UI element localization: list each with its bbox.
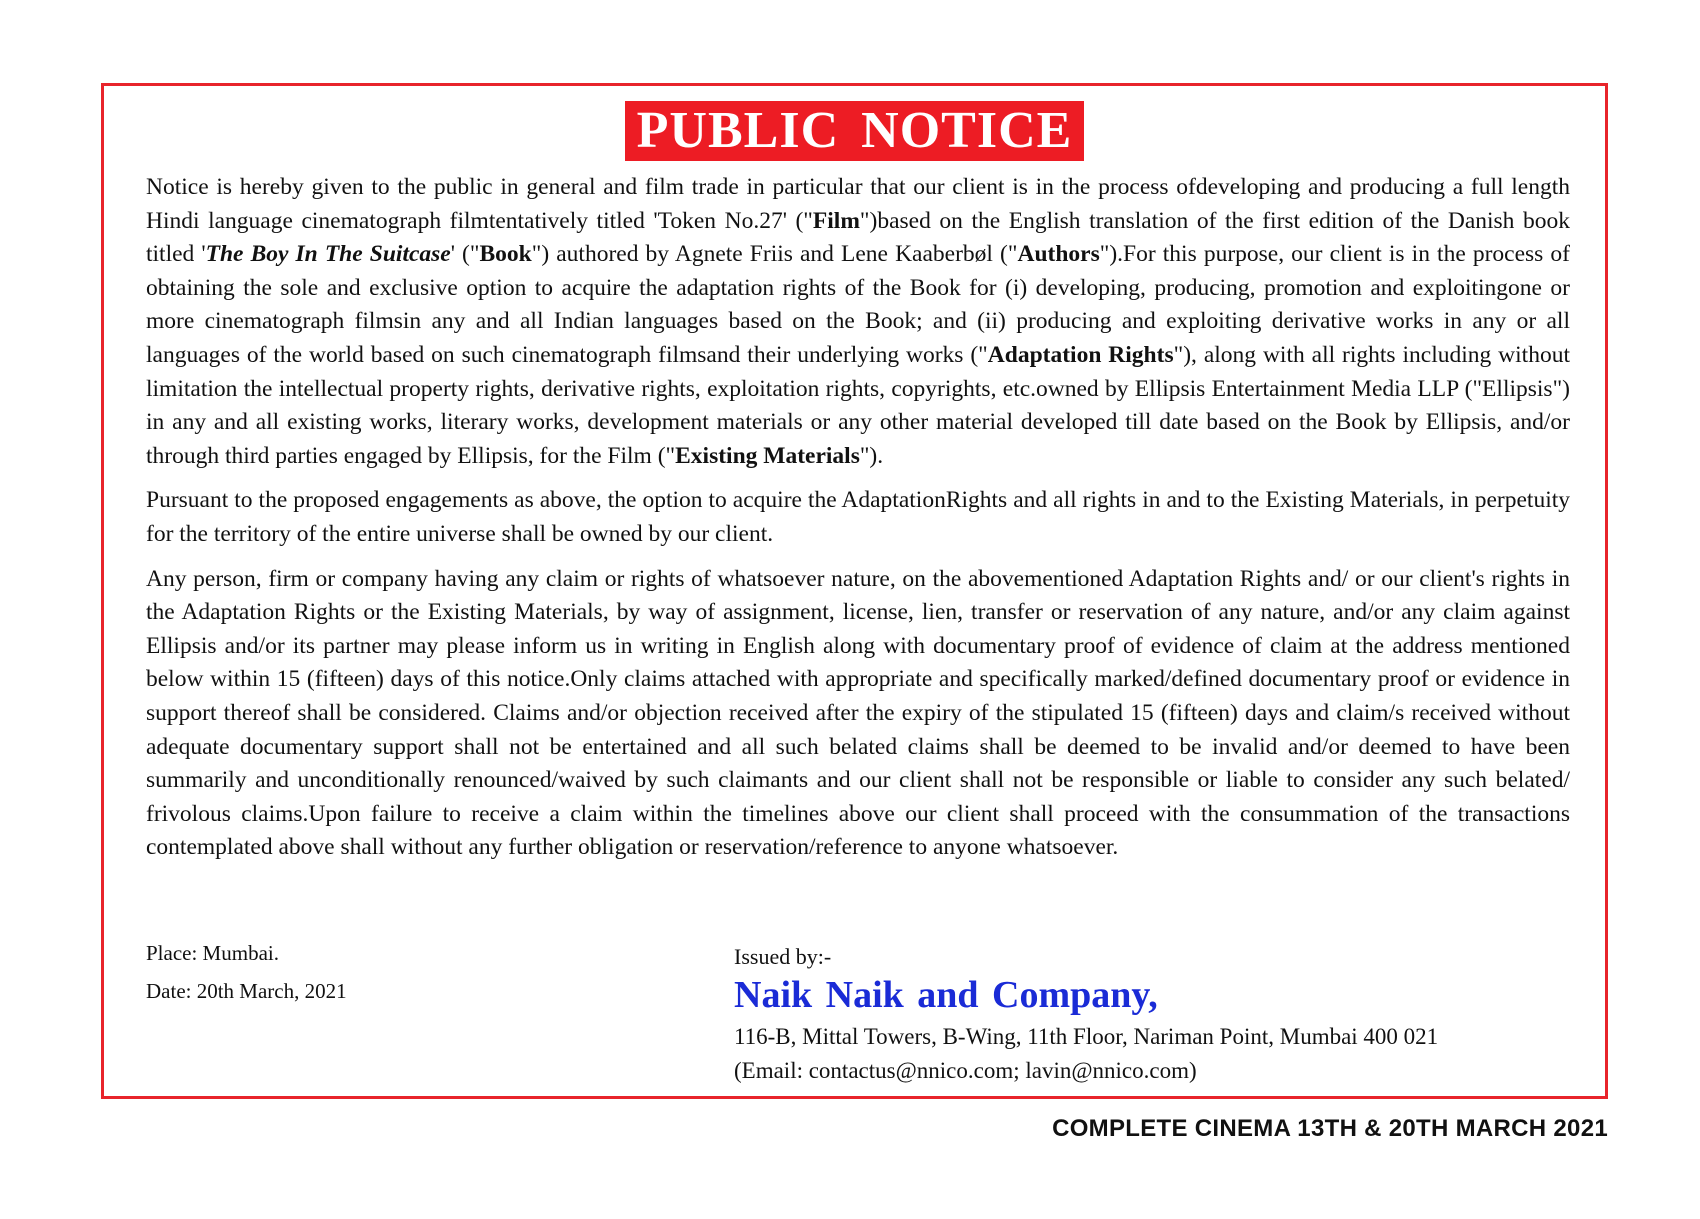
- defined-term-book: Book: [479, 241, 532, 268]
- notice-body: [146, 171, 1570, 876]
- title-wrap: [104, 101, 1605, 161]
- text-run: ").: [859, 442, 884, 469]
- text-run: "), along with all rights including without limitation the intellectual property rights, derivative rights, exploitation rights, copyrights, etc.owned by Ellipsis Entertainment Media LLP ("Ellipsis") in any and all existing works, literary works, development materials or any other material developed till date based on the Book by Ellipsis, and/or through third parties engaged by Ellipsis, for the Film (": [146, 341, 1570, 469]
- text-run: ") authored by Agnete Friis and Lene Kaaberbøl (": [531, 241, 1018, 268]
- publication-line: COMPLETE CINEMA 13TH & 20TH MARCH 2021: [1052, 1115, 1608, 1142]
- issued-by-label: Issued by:-: [734, 944, 832, 969]
- paragraph-3: Any person, firm or company having any claim or rights of whatsoever nature, on the abovementioned Adaptation Rights and/ or our client's rights in the Adaptation Rights or the Existing Materials, by way of assignment, license, lien, transfer or reservation of any nature, and/or any claim against Ellipsis and/or its partner may please inform us in writing in English along with documentary proof of evidence of claim at the address mentioned below within 15 (fifteen) days of this notice.Only claims attached with appropriate and specifically marked/defined documentary proof or evidence in support thereof shall be considered. Claims and/or objection received after the expiry of the stipulated 15 (fifteen) days and claim/s received without adequate documentary support shall not be entertained and all such belated claims shall be deemed to be invalid and/or deemed to have been summarily and unconditionally renounced/waived by such claimants and our client shall not be responsible or liable to consider any such belated/ frivolous claims.Upon failure to receive a claim within the timelines above our client shall proceed with the consummation of the transactions contemplated above shall without any further obligation or reservation/reference to anyone whatsoever.: [146, 565, 1570, 861]
- defined-term-existing-materials: Existing Materials: [675, 442, 860, 469]
- text-run: ' (": [450, 241, 480, 268]
- place-text: Place: Mumbai.: [146, 941, 279, 965]
- text-run: Notice is hereby given to the public in general and film trade in particular that our client is in the process ofdeveloping and producing a full length Hindi language cinematograph filmtentatively titled 'Token No.27' (": [146, 174, 1570, 234]
- notice-title: PUBLIC NOTICE: [625, 101, 1085, 161]
- defined-term-adaptation-rights: Adaptation Rights: [987, 341, 1174, 368]
- defined-term-authors: Authors: [1017, 241, 1100, 268]
- issuer-block: [734, 944, 1438, 1088]
- text-run: ")based on the English translation of the first edition of the Danish book titled ': [146, 207, 1570, 268]
- company-email: (Email: contactus@nnico.com; lavin@nnico.com): [734, 1058, 1197, 1083]
- public-notice-box: [101, 83, 1608, 1099]
- text-run: ").For this purpose, our client is in the process of obtaining the sole and exclusive option to acquire the adaptation rights of the Book for (i) developing, producing, promotion and exploitingone or more cinematograph filmsin any and all Indian languages based on the Book; and (ii) producing and exploiting derivative works in any or all languages of the world based on such cinematograph filmsand their underlying works (": [146, 241, 1570, 368]
- company-address: 116-B, Mittal Towers, B-Wing, 11th Floor, Nariman Point, Mumbai 400 021: [734, 1024, 1439, 1049]
- place-date-block: [146, 941, 347, 1017]
- paragraph-2: Pursuant to the proposed engagements as above, the option to acquire the AdaptationRights and all rights in and to the Existing Materials, in perpetuity for the territory of the entire universe shall be owned by our client.: [146, 487, 1570, 547]
- defined-term-film: Film: [812, 207, 860, 234]
- date-text: Date: 20th March, 2021: [146, 979, 347, 1003]
- book-title: The Boy In The Suitcase: [205, 241, 451, 268]
- company-name: Naik Naik and Company,: [734, 974, 1158, 1016]
- paragraph-1: [146, 171, 1570, 473]
